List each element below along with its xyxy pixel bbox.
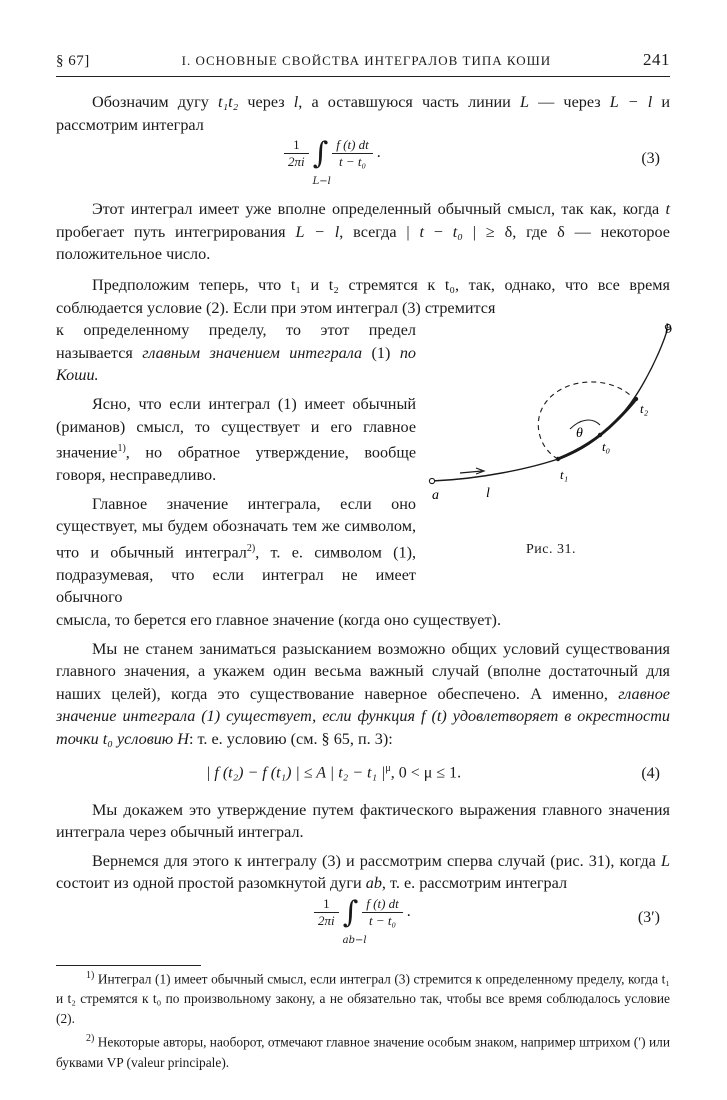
formula-3: $\frac{1}{2\pi i}$ ∫ L−l $\frac{f (t) dt}{\text{t − t₀}}$ . (3)	[56, 136, 670, 184]
paragraph-5-cont: смысла, то берется его главное значение (когда оно существует).	[56, 611, 501, 630]
arc-diagram	[420, 319, 670, 539]
book-page	[56, 50, 670, 1073]
formula-3-integrand: $\frac{f (t) dt}{\text{t − t₀}}$	[332, 137, 373, 170]
point-a	[429, 479, 434, 484]
paragraph-3-cont: к определенному пределу, то этот предел называется главным значением интеграла (1) по Коши.	[56, 321, 417, 385]
formula-3-prime: $\frac{1}{2\pi i}$ ∫ ab−l $\frac{f (t) dt}{\text{t − t₀}}$ . (3′)	[56, 895, 670, 945]
header-title: I. ОСНОВНЫЕ СВОЙСТВА ИНТЕГРАЛОВ ТИПА КОШИ	[181, 53, 552, 68]
footnote-2: $^{2)}$ Некоторые авторы, наоборот, отмечают главное значение особым знаком, например штрихом (′) или буквами VP (valeur principale).	[56, 1033, 670, 1070]
theta-arc	[570, 420, 600, 429]
paragraph-2: Этот интеграл имеет уже вполне определенный обычный смысл, так как, когда t пробегает путь интегрирования L − l, всегда | t − t₀ | ≥ δ, где δ — некоторое положительное число.	[56, 200, 670, 264]
integral-sign: ∫ L−l	[312, 136, 331, 188]
paragraph-3: Предположим теперь, что t₁ и t₂ стремятся к t₀, так, однако, что все время соблюдается условие (2). Если при этом интеграл (3) стремится	[56, 275, 670, 317]
point-t1	[556, 457, 560, 461]
figure-wrap	[56, 319, 670, 609]
equation-label-3-prime: (3′)	[637, 909, 660, 926]
integral-sign-prime: ∫ ab−l	[342, 895, 367, 946]
paragraph-1: Обозначим дугу t₁t₂ через l, а оставшуюся часть линии L — через L − l и рассмотрим интеграл	[56, 93, 671, 134]
paragraph-5: Главное значение интеграла, если оно существует, мы будем обозначать тем же символом, что и обычный интеграл$^{2)}$, т. е. символом (1), подразумевая, что если интеграл не имеет обычного	[56, 494, 417, 607]
arc-l	[558, 399, 636, 459]
footnotes	[56, 966, 670, 1073]
paragraph-8: Вернемся для этого к интегралу (3) и рассмотрим сперва случай (рис. 31), когда L состоит из одной простой разомкнутой дуги ab, т. е. рассмотрим интеграл	[56, 851, 670, 893]
label-theta: θ	[576, 426, 583, 442]
formula-3-coef: $\frac{1}{2\pi i}$	[284, 137, 309, 170]
paragraph-4: Ясно, что если интеграл (1) имеет обычный (риманов) смысл, то существует и его главное значение$^{1)}$, но обратное утверждение, вообще говоря, несправедливо.	[56, 394, 416, 485]
running-header	[56, 50, 670, 77]
equation-label-3: (3)	[641, 150, 660, 168]
label-a: a	[432, 488, 439, 504]
figure-31	[420, 319, 670, 574]
figure-caption: Рис. 31.	[526, 542, 576, 558]
point-t0	[598, 433, 602, 437]
label-b: b	[665, 322, 672, 338]
point-t2	[634, 397, 638, 401]
paragraph-7: Мы докажем это утверждение путем фактического выражения главного значения интеграла через обычный интеграл.	[56, 800, 670, 842]
paragraph-6: Мы не станем заниматься разысканием возможно общих условий существования главного значения, а укажем один весьма важный случай (вполне достаточный для наших целей), когда это существование наверное обеспечено. А именно, главное значение интеграла (1) существует, если функция f (t) удовлетворяет в окрестности точки t₀ условию H: т. е. условию (см. § 65, п. 3):	[56, 639, 670, 749]
label-t2: t₂	[640, 401, 649, 417]
narrow-column	[56, 319, 416, 609]
label-t1: t₁	[560, 467, 569, 483]
formula-4: | f (t₂) − f (t₁) | ≤ A | t₂ − t₁ $|^\mu$, 0 < μ ≤ 1. (4)	[206, 762, 660, 782]
header-section: § 67]	[56, 53, 90, 69]
footnote-1: $^{1)}$ Интеграл (1) имеет обычный смысл, если интеграл (3) стремится к определенному пределу, когда t₁ и t₂ стремятся к t₀ по произвольному закону, а не обязательно так, чтобы все время соблюдалось условие (2).	[56, 970, 670, 1027]
equation-label-4: (4)	[641, 764, 660, 782]
formula-3p-integrand: $\frac{f (t) dt}{\text{t − t₀}}$	[362, 896, 403, 929]
page-number: 241	[642, 50, 670, 69]
formula-3p-coef: $\frac{1}{2\pi i}$	[314, 896, 339, 929]
label-l: l	[486, 486, 490, 502]
label-t0: t₀	[602, 439, 611, 455]
